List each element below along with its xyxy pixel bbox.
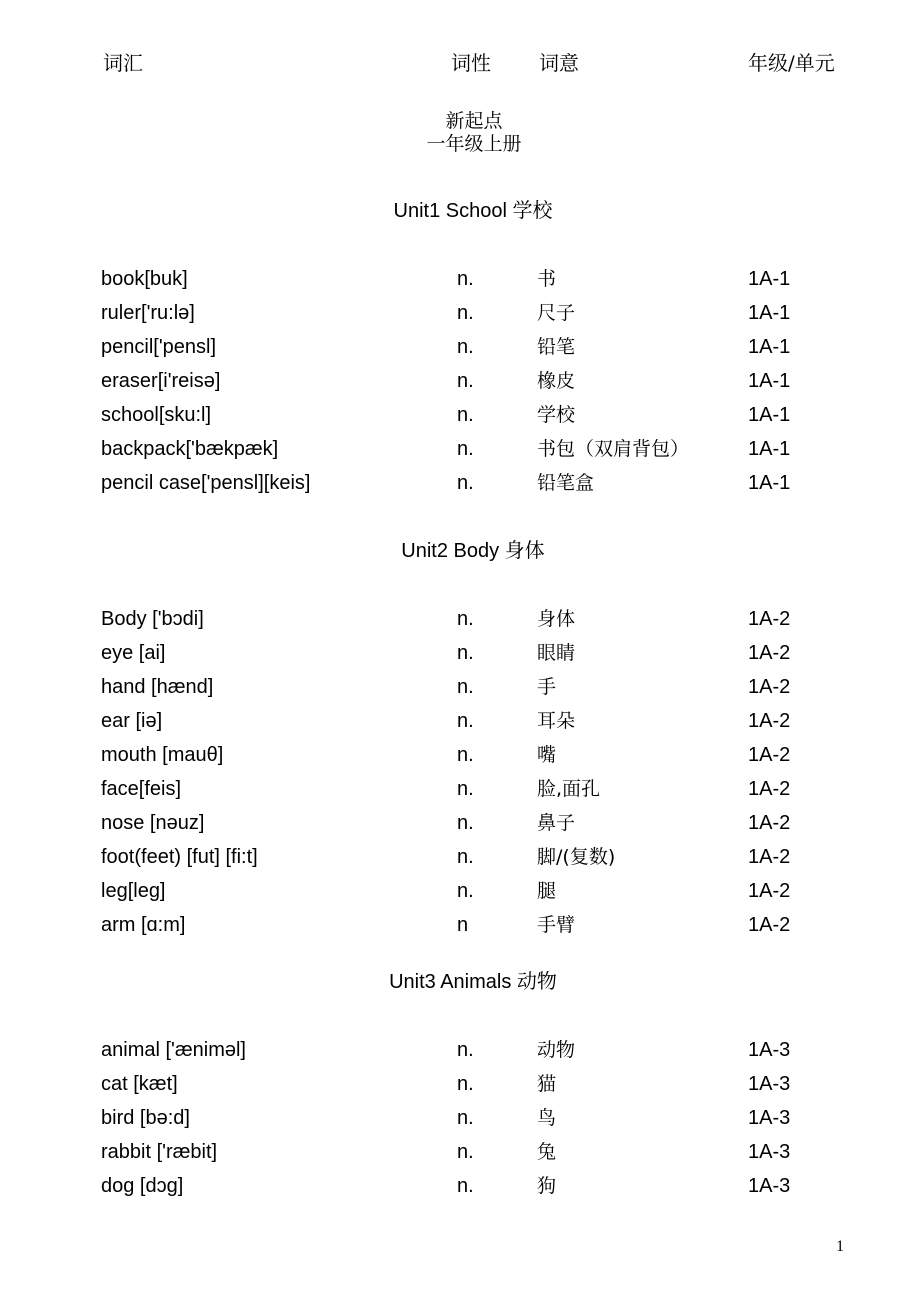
table-row [0,708,920,742]
grade-unit: 1A-2 [748,846,791,868]
table-row [0,266,920,300]
header-part-of-speech: 词性 [451,51,491,75]
meaning: 手臂 [537,914,576,936]
meaning: 腿 [537,880,557,902]
meaning: 嘴 [537,744,557,766]
part-of-speech: n. [457,404,474,426]
grade-unit: 1A-2 [748,710,791,732]
grade-unit: 1A-3 [748,1073,791,1095]
part-of-speech: n. [457,268,474,290]
table-row [0,810,920,844]
part-of-speech: n [457,914,469,936]
table-row [0,402,920,436]
vocab-word: bird [bə:d] [101,1107,190,1129]
table-row [0,436,920,470]
grade-unit: 1A-2 [748,778,791,800]
grade-unit: 1A-2 [748,880,791,902]
meaning: 书 [537,268,557,290]
grade-unit: 1A-3 [748,1107,791,1129]
part-of-speech: n. [457,778,474,800]
part-of-speech: n. [457,1175,474,1197]
part-of-speech: n. [457,608,474,630]
table-row [0,1173,920,1207]
part-of-speech: n. [457,1141,474,1163]
table-row [0,606,920,640]
meaning: 铅笔 [537,336,576,358]
grade-unit: 1A-2 [748,642,791,664]
table-row [0,742,920,776]
part-of-speech: n. [457,302,474,324]
vocab-word: leg[leg] [101,880,166,902]
table-row [0,1037,920,1071]
vocab-word: hand [hænd] [101,676,214,698]
table-row [0,368,920,402]
grade-unit: 1A-1 [748,404,791,426]
vocab-word: animal ['æniməl] [101,1039,246,1061]
grade-unit: 1A-3 [748,1175,791,1197]
vocab-word: nose [nəuz] [101,812,205,834]
column-header [0,47,920,75]
table-row [0,1071,920,1105]
part-of-speech: n. [457,846,474,868]
vocab-word: cat [kæt] [101,1073,178,1095]
part-of-speech: n. [457,370,474,392]
vocab-word: pencil['pensl] [101,336,216,358]
vocab-word: rabbit ['ræbit] [101,1141,218,1163]
part-of-speech: n. [457,710,474,732]
vocab-word: pencil case['pensl][keis] [101,472,311,494]
part-of-speech: n. [457,336,474,358]
table-row [0,912,920,946]
vocab-word: face[feis] [101,778,182,800]
meaning: 手 [537,676,557,698]
vocab-word: dog [dɔg] [101,1175,184,1197]
table-row [0,640,920,674]
grade-unit: 1A-1 [748,268,791,290]
meaning: 身体 [537,608,576,630]
book-title: 新起点 [445,110,503,132]
part-of-speech: n. [457,676,474,698]
grade-unit: 1A-3 [748,1039,791,1061]
part-of-speech: n. [457,1107,474,1129]
page-number: 1 [836,1238,844,1255]
table-row [0,1139,920,1173]
part-of-speech: n. [457,642,474,664]
unit-title-3: Unit3 Animals 动物 [389,971,557,993]
grade-unit: 1A-1 [748,438,791,460]
vocab-word: school[sku:l] [101,404,212,426]
meaning: 学校 [537,404,576,426]
meaning: 铅笔盒 [537,472,595,494]
vocab-word: eraser[i'reisə] [101,370,221,392]
part-of-speech: n. [457,472,474,494]
grade-unit: 1A-1 [748,336,791,358]
table-row [0,300,920,334]
vocab-word: foot(feet) [fut] [fi:t] [101,846,258,868]
header-word: 词汇 [103,51,143,75]
meaning: 狗 [537,1175,557,1197]
unit-title-2: Unit2 Body 身体 [401,540,545,562]
part-of-speech: n. [457,880,474,902]
part-of-speech: n. [457,438,474,460]
meaning: 橡皮 [537,370,576,392]
meaning: 兔 [537,1141,557,1163]
meaning: 耳朵 [537,710,576,732]
book-subtitle: 一年级上册 [426,133,522,155]
vocab-word: eye [ai] [101,642,166,664]
grade-unit: 1A-1 [748,370,791,392]
meaning: 脚/(复数) [537,846,616,868]
meaning: 猫 [537,1073,557,1095]
table-row [0,334,920,368]
meaning: 脸,面孔 [537,778,601,800]
table-row [0,1105,920,1139]
table-row [0,776,920,810]
grade-unit: 1A-2 [748,744,791,766]
grade-unit: 1A-3 [748,1141,791,1163]
vocab-word: ruler['ru:lə] [101,302,195,324]
part-of-speech: n. [457,744,474,766]
meaning: 动物 [537,1039,576,1061]
meaning: 尺子 [537,302,576,324]
meaning: 鸟 [537,1107,557,1129]
vocab-word: mouth [mauθ] [101,744,224,766]
header-meaning: 词意 [539,51,579,75]
vocab-word: arm [ɑ:m] [101,914,186,936]
grade-unit: 1A-1 [748,302,791,324]
part-of-speech: n. [457,1073,474,1095]
part-of-speech: n. [457,1039,474,1061]
meaning: 书包（双肩背包） [537,438,690,460]
grade-unit: 1A-2 [748,914,791,936]
vocab-word: ear [iə] [101,710,163,732]
grade-unit: 1A-2 [748,812,791,834]
vocab-word: backpack['bækpæk] [101,438,279,460]
grade-unit: 1A-2 [748,608,791,630]
grade-unit: 1A-1 [748,472,791,494]
meaning: 眼睛 [537,642,576,664]
header-grade-unit: 年级/单元 [748,51,835,75]
vocab-word: book[buk] [101,268,188,290]
table-row [0,844,920,878]
vocab-word: Body ['bɔdi] [101,608,204,630]
meaning: 鼻子 [537,812,576,834]
table-row [0,470,920,504]
part-of-speech: n. [457,812,474,834]
table-row [0,878,920,912]
unit-title-1: Unit1 School 学校 [393,200,553,222]
table-row [0,674,920,708]
grade-unit: 1A-2 [748,676,791,698]
